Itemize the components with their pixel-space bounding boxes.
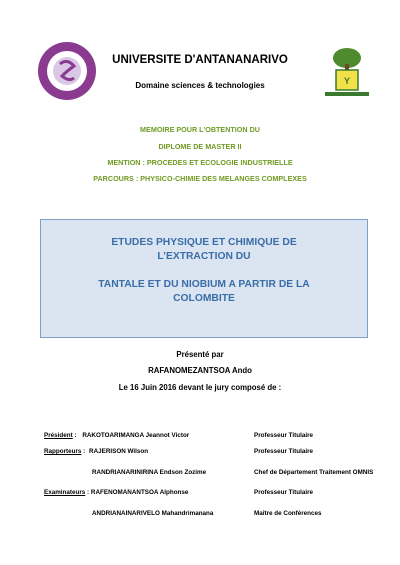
university-name: UNIVERSITE D'ANTANANARIVO [112,54,288,66]
jury-row [44,510,322,517]
jury-role: Président [44,432,73,439]
jury-row [44,469,374,476]
defense-date: Le 16 Juin 2016 devant le jury composé de : [118,383,282,392]
jury-name: RAJERISON Wilson [89,448,149,455]
jury-title: Professeur Titulaire [254,448,314,455]
title-line-2: L’EXTRACTION DU [157,251,251,262]
jury-name: RAKOTOARIMANGA Jeannot Victor [82,432,190,439]
jury-title: Professeur Titulaire [254,489,314,496]
jury-title: Chef de Département Traitement OMNIS [254,469,374,476]
faculte-des-sciences-seal-icon [36,40,98,102]
jury-title: Professeur Titulaire [254,432,314,439]
university-seal-icon [317,40,377,100]
domain-name: Domaine sciences & technologies [135,81,265,90]
memoire-line-1: MEMOIRE POUR L'OBTENTION DU [140,125,260,134]
title-line-3: TANTALE ET DU NIOBIUM A PARTIR DE LA [98,279,310,290]
author-name: RAFANOMEZANTSOA Ando [148,366,252,375]
title-line-1: ETUDES PHYSIQUE ET CHIMIQUE DE [111,237,297,248]
jury-name: RAFENOMANANTSOA Alphonse [90,489,189,496]
jury-role: Rapporteurs [44,448,82,455]
jury-title: Maître de Conférences [254,510,322,517]
jury-row: Rapporteurs : RAJERISON Wilson Professeur Titulaire [44,448,314,455]
jury-name: ANDRIANAINARIVELO Mahandrimanana [92,510,214,517]
jury-role: Examinateurs [44,489,86,496]
memoire-line-3: MENTION : PROCEDES ET ECOLOGIE INDUSTRIELLE [107,158,293,167]
presented-by: Présenté par [176,350,224,359]
memoire-line-2: DIPLOME DE MASTER II [158,142,242,151]
svg-text:Y: Y [343,76,351,86]
memoire-line-4: PARCOURS : PHYSICO-CHIMIE DES MELANGES COMPLEXES [93,174,307,183]
jury-row: Président : RAKOTOARIMANGA Jeannot Victor Professeur Titulaire [44,432,314,439]
jury-row: Examinateurs : RAFENOMANANTSOA Alphonse Professeur Titulaire [44,489,314,496]
jury-name: RANDRIANARINIRINA Endson Zozime [92,469,207,476]
title-line-4: COLOMBITE [173,293,235,304]
